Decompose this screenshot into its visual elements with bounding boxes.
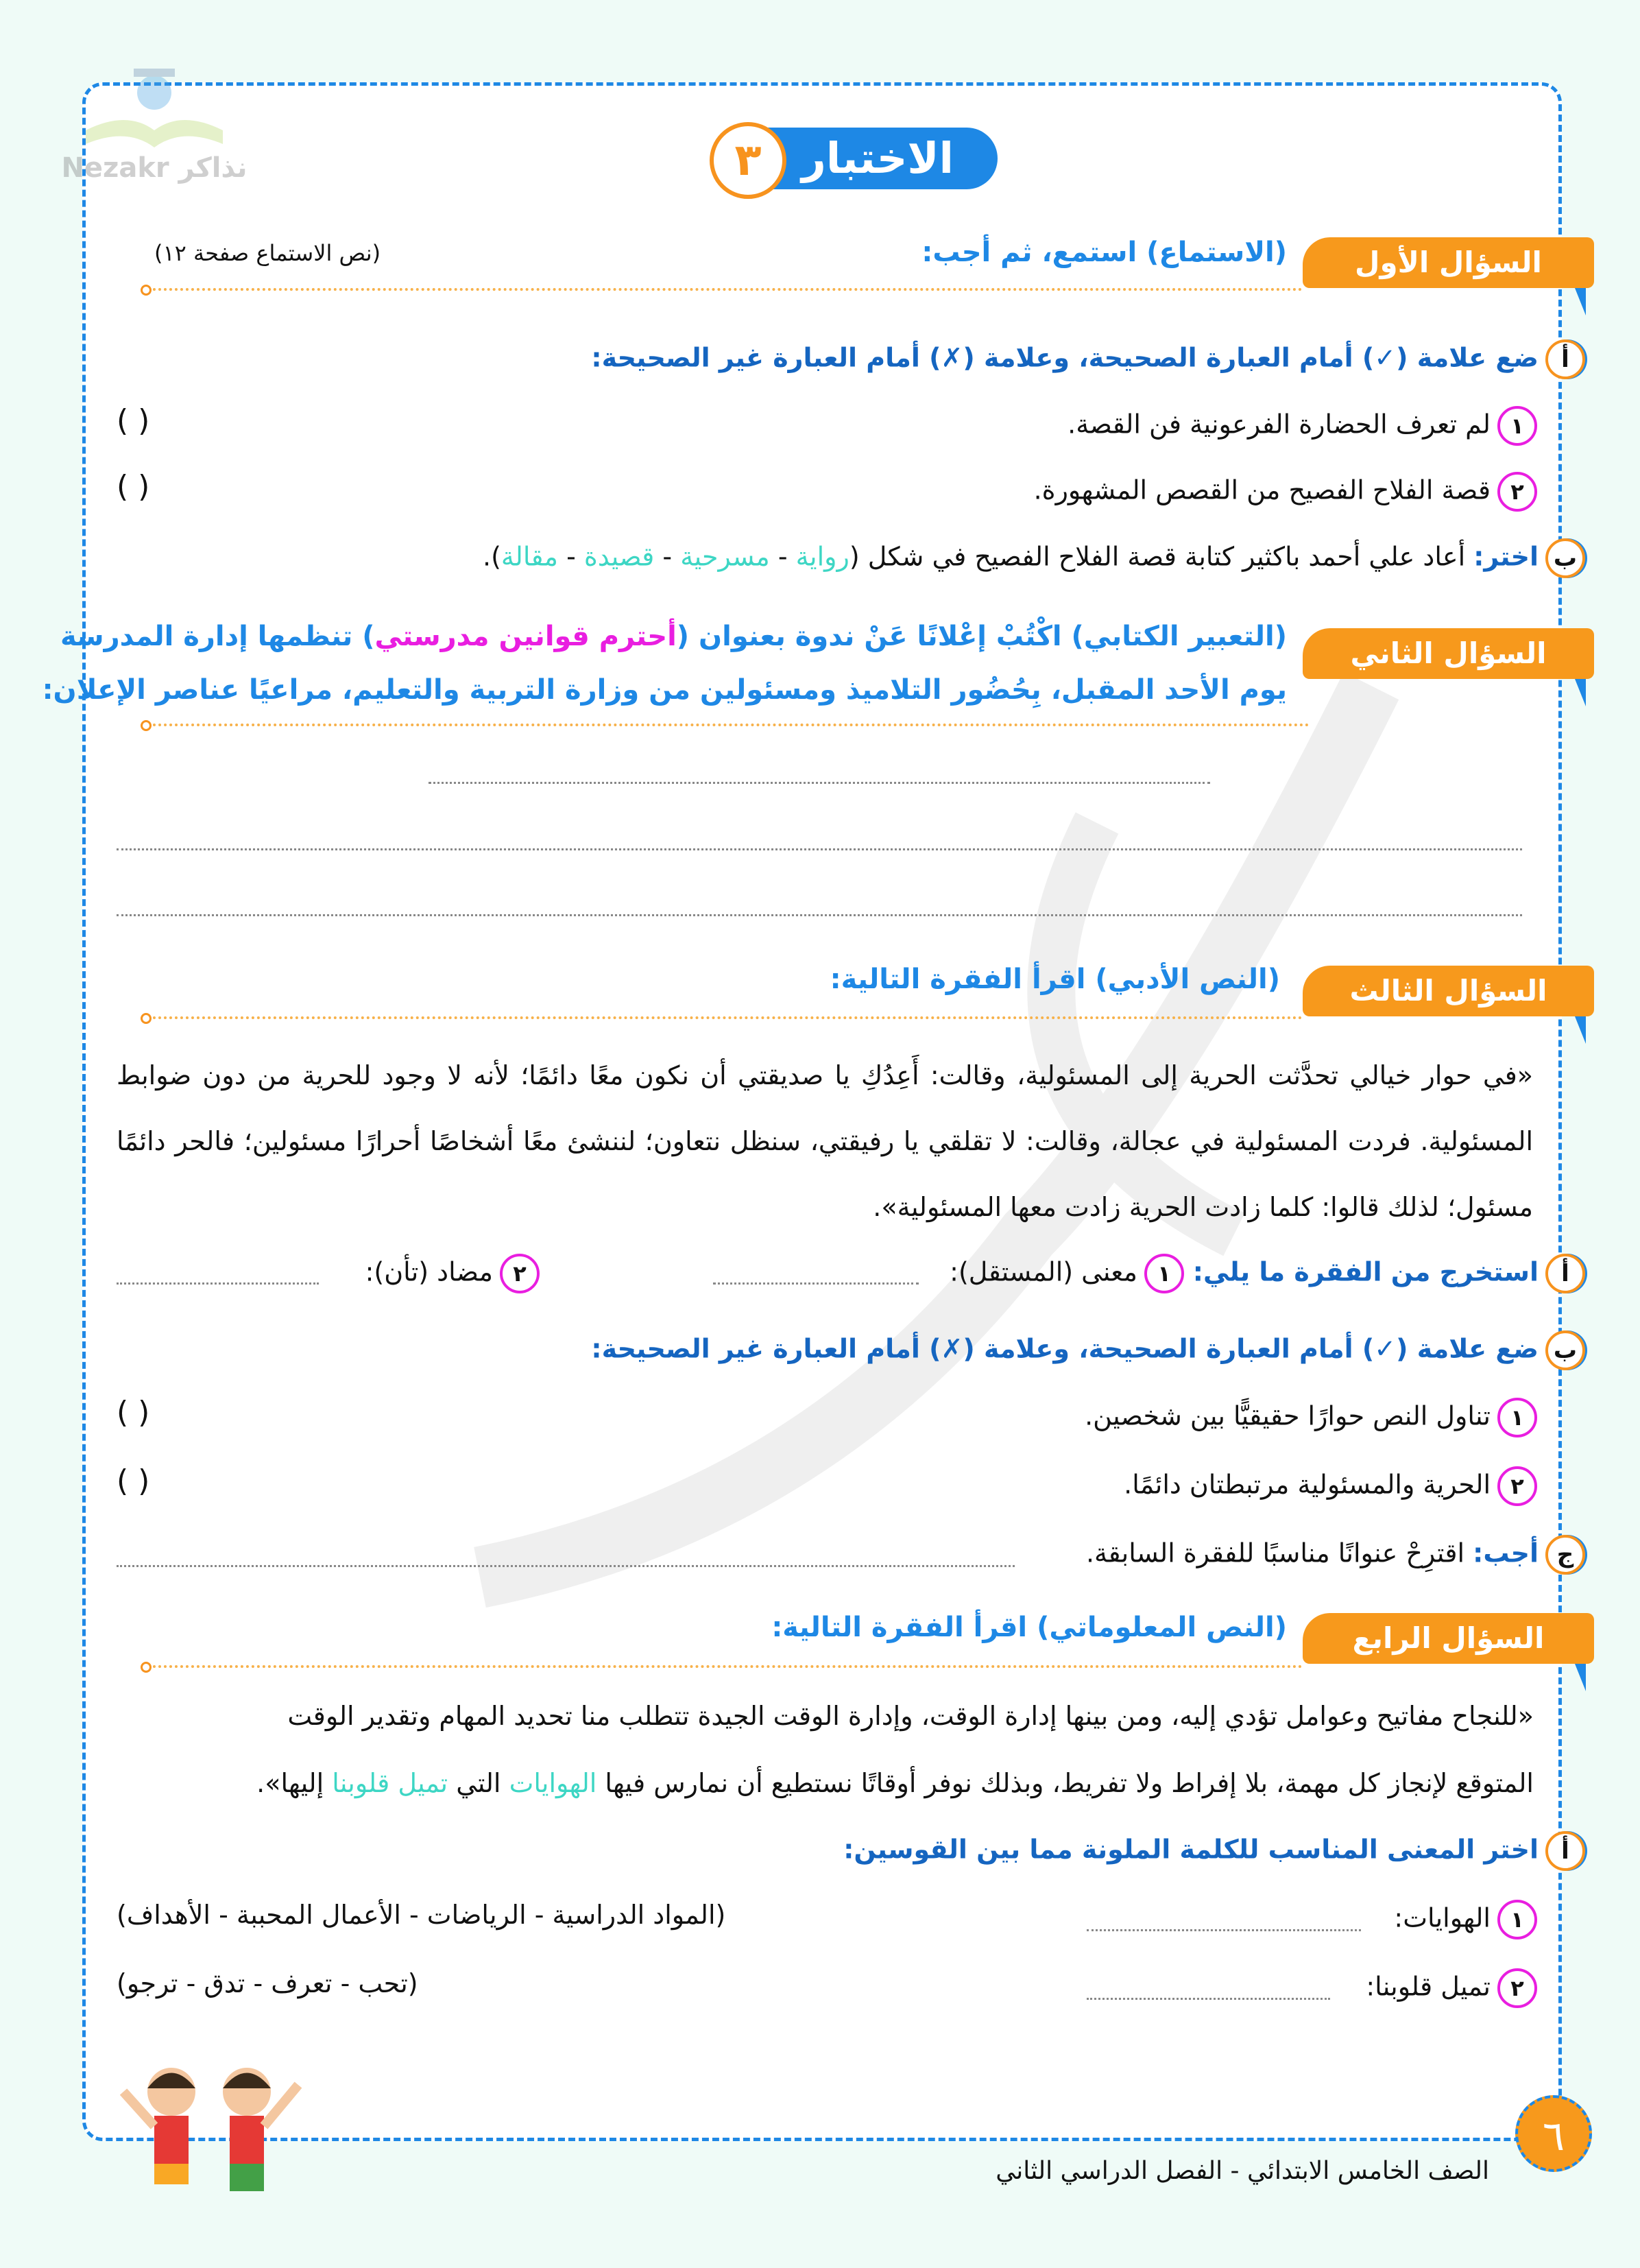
number-badge: ١ — [1497, 1398, 1537, 1437]
letter-badge: ب — [1545, 538, 1585, 578]
statement: قصة الفلاح الفصيح من القصص المشهورة. — [1033, 475, 1491, 505]
answer-box[interactable]: ( ) — [117, 1395, 150, 1430]
q4-part-a: أاختر المعنى المناسب للكلمة الملونة مما بين القوسين: — [843, 1831, 1585, 1871]
statement: لم تعرف الحضارة الفرعونية فن القصة. — [1068, 409, 1491, 440]
svg-text:Nezakr نذاكر: Nezakr نذاكر — [61, 152, 248, 184]
q3-b-item-2: ٢الحرية والمسئولية مرتبطتان دائمًا. — [1124, 1466, 1537, 1506]
q2-divider — [147, 724, 1310, 726]
q4-heading: (النص المعلوماتي) اقرأ الفقرة التالية: — [771, 1612, 1287, 1643]
q3-b-item-1: ١تناول النص حوارًا حقيقيًّا بين شخصين. — [1085, 1398, 1537, 1437]
q1-part-a — [591, 339, 1585, 379]
q2-line-1: (التعبير الكتابي) اكْتُبْ إعْلانًا عَنْ ندوة بعنوان (أحترم قوانين مدرستي) تنظمها إدارة المدرسة — [60, 621, 1287, 652]
q3-a-instruction: استخرج من الفقرة ما يلي: — [1192, 1256, 1539, 1287]
answer-line[interactable] — [117, 1282, 319, 1285]
q1-item-2 — [1034, 472, 1537, 512]
q3-b-instruction: ضع علامة (✓) أمام العبارة الصحيحة، وعلامة (✗) أمام العبارة غير الصحيحة: — [591, 1333, 1539, 1364]
q4-divider — [147, 1665, 1303, 1668]
number-badge: ٢ — [1497, 1968, 1537, 2008]
question-2-tab: السؤال الثاني — [1303, 628, 1594, 679]
q4-passage-line-1: «للنجاح مفاتيح وعوامل تؤدي إليه، ومن بينها إدارة الوقت، وإدارة الوقت الجيدة تتطلب منا تحديد المهام وتقدير الوقت — [287, 1701, 1534, 1731]
option[interactable]: مسرحية — [680, 541, 770, 572]
highlight-word: الهوايات — [509, 1768, 597, 1798]
option[interactable]: مقالة — [501, 541, 558, 572]
number-badge: ٢ — [500, 1254, 540, 1293]
answer-line[interactable] — [429, 782, 1210, 784]
q1-a-instruction: ضع علامة (✓) أمام العبارة الصحيحة، وعلامة (✗) أمام العبارة غير الصحيحة: — [591, 342, 1539, 373]
number-badge: ٢ — [1497, 472, 1537, 512]
letter-badge: ج — [1545, 1535, 1585, 1575]
answer-box[interactable]: ( ) — [117, 403, 150, 438]
answer-line[interactable] — [117, 848, 1522, 850]
q4-item-2: ٢تميل قلوبنا: — [1366, 1968, 1537, 2008]
footer-grade: الصف الخامس الابتدائي - الفصل الدراسي الثاني — [996, 2157, 1489, 2185]
q3-part-a — [1193, 1254, 1585, 1293]
q2-line-2: يوم الأحد المقبل، بِحُضُور التلاميذ ومسئولين من وزارة التربية والتعليم، مراعيًا عناصر الإعلان: — [42, 674, 1287, 706]
question-1-tab: السؤال الأول — [1303, 237, 1594, 288]
q1-divider — [147, 288, 1303, 291]
answer-line[interactable] — [1087, 1929, 1361, 1931]
answer-line[interactable] — [713, 1282, 919, 1285]
exam-title-badge — [710, 122, 998, 194]
q1-part-b: باختر: أعاد علي أحمد باكثير كتابة قصة الفلاح الفصيح في شكل (رواية - مسرحية - قصيدة - مقالة). — [483, 538, 1585, 578]
q4-item-2-choices: (تحب - تعرف - تدق - ترجو) — [117, 1968, 418, 1998]
q1-heading: (الاستماع) استمع، ثم أجب: — [921, 237, 1287, 268]
number-badge: ١ — [1144, 1254, 1184, 1293]
q4-item-1: ١الهوايات: — [1394, 1900, 1537, 1939]
question-4-tab: السؤال الرابع — [1303, 1613, 1594, 1664]
answer-line[interactable] — [1087, 1998, 1330, 2000]
q3-divider — [147, 1016, 1303, 1019]
letter-badge: ب — [1545, 1330, 1585, 1370]
event-title: أحترم قوانين مدرستي — [374, 621, 677, 652]
q3-heading: (النص الأدبي) اقرأ الفقرة التالية: — [830, 964, 1280, 995]
number-badge: ٢ — [1497, 1466, 1537, 1506]
number-badge: ١ — [1497, 406, 1537, 446]
answer-line[interactable] — [117, 1565, 1015, 1567]
q3-passage: «في حوار خيالي تحدَّثت الحرية إلى المسئولية، وقالت: أَعِدُكِ يا صديقتي أن نكون معًا دائمًا؛ لأنه لا وجود للحرية من دون ضوابط المسئولية. فردت المسئولية في عجالة، وقالت: لا تقلقي يا رفيقتي، سنظل نتعاون؛ لننشئ معًا أشخاصًا أحرارًا مسئولين؛ فالحر دائمًا مسئول؛ لذلك قالوا: كلما زادت الحرية زادت معها المسئولية». — [117, 1060, 1533, 1222]
q1-b-text: أعاد علي أحمد باكثير كتابة قصة الفلاح الفصيح في شكل ( — [849, 541, 1466, 572]
choose-label: اختر: — [1473, 541, 1539, 572]
q3-part-b — [591, 1330, 1585, 1370]
question-3-tab: السؤال الثالث — [1303, 966, 1594, 1016]
q1-listening-note: (نص الاستماع صفحة ١٢) — [154, 240, 381, 266]
option[interactable]: رواية — [795, 541, 849, 572]
answer-box[interactable]: ( ) — [117, 469, 150, 504]
exam-number: ٣ — [710, 122, 786, 199]
q4-item-1-choices: (المواد الدراسية - الرياضات - الأعمال المحببة - الأهداف) — [117, 1900, 726, 1930]
q3-a-item-1: ١معنى (المستقل): — [950, 1254, 1184, 1293]
letter-badge: أ — [1545, 1831, 1585, 1871]
nezakr-logo — [58, 55, 250, 185]
letter-badge: أ — [1545, 339, 1585, 379]
highlight-word: تميل قلوبنا — [332, 1768, 448, 1798]
option[interactable]: قصيدة — [583, 541, 655, 572]
q3-part-c: جأجب: اقترِحْ عنوانًا مناسبًا للفقرة السابقة. — [1086, 1535, 1585, 1575]
answer-line[interactable] — [117, 914, 1522, 916]
exam-title: الاختبار — [758, 128, 998, 189]
q4-passage-line-2: المتوقع لإنجاز كل مهمة، بلا إفراط ولا تفريط، وبذلك نوفر أوقاتًا نستطيع أن نمارس فيها الهوايات التي تميل قلوبنا إليها». — [256, 1768, 1534, 1798]
answer-box[interactable]: ( ) — [117, 1464, 150, 1499]
kids-illustration — [110, 2051, 315, 2222]
q1-item-1 — [1068, 406, 1537, 446]
number-badge: ١ — [1497, 1900, 1537, 1939]
page-number: ٦ — [1515, 2095, 1592, 2172]
letter-badge: أ — [1545, 1254, 1585, 1293]
q3-a-item-2: ٢مضاد (تأن): — [365, 1254, 540, 1293]
